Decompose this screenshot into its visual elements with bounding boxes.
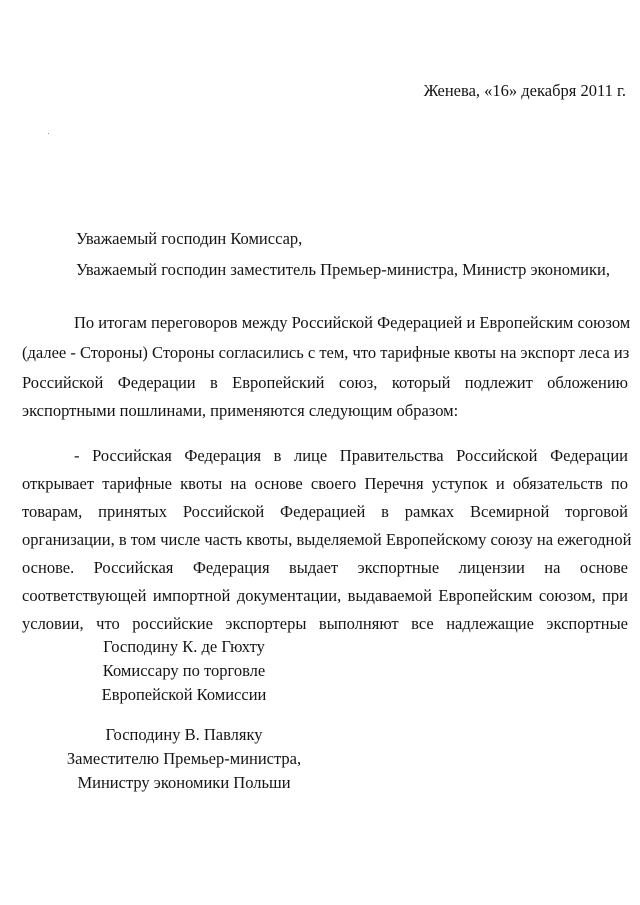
greeting-deputy-prime-minister: Уважаемый господин заместитель Премьер-министра, Министр экономики,: [76, 260, 610, 279]
addressee-line: Европейской Комиссии: [101, 685, 267, 704]
addressee-line: Господину К. де Гюхту: [103, 637, 265, 656]
addressee-line: Господину В. Павляку: [105, 725, 263, 744]
body-line-3: Российской Федерации в Европейский союз, который подлежит обложению: [22, 373, 628, 392]
addressee-line: Заместителю Премьер-министра,: [66, 749, 302, 768]
body-line-11: условии, что российские экспортеры выполняют все надлежащие экспортные: [22, 614, 628, 633]
body-line-7: товарам, принятых Российской Федерацией в рамках Всемирной торговой: [22, 502, 628, 521]
body-line-4: экспортными пошлинами, применяются следующим образом:: [22, 401, 459, 420]
body-line-8: организации, в том числе часть квоты, выделяемой Европейскому союзу на ежегодной: [22, 530, 632, 549]
body-line-9: основе. Российская Федерация выдает экспортные лицензии на основе: [22, 558, 628, 577]
scan-speck: [48, 133, 49, 134]
body-line-10: соответствующей импортной документации, выдаваемой Европейским союзом, при: [22, 586, 628, 605]
body-line-6: открывает тарифные квоты на основе своего Перечня уступок и обязательств по: [22, 474, 628, 493]
body-line-5: - Российская Федерация в лице Правительства Российской Федерации: [74, 446, 628, 465]
greeting-commissioner: Уважаемый господин Комиссар,: [76, 229, 303, 248]
date-line: Женева, «16» декабря 2011 г.: [423, 81, 626, 100]
addressee-line: Комиссару по торговле: [102, 661, 266, 680]
body-line-2: (далее - Стороны) Стороны согласились с тем, что тарифные квоты на экспорт леса из: [22, 343, 630, 362]
addressee-line: Министру экономики Польши: [77, 773, 291, 792]
body-line-1: По итогам переговоров между Российской Федерацией и Европейским союзом: [74, 313, 631, 332]
